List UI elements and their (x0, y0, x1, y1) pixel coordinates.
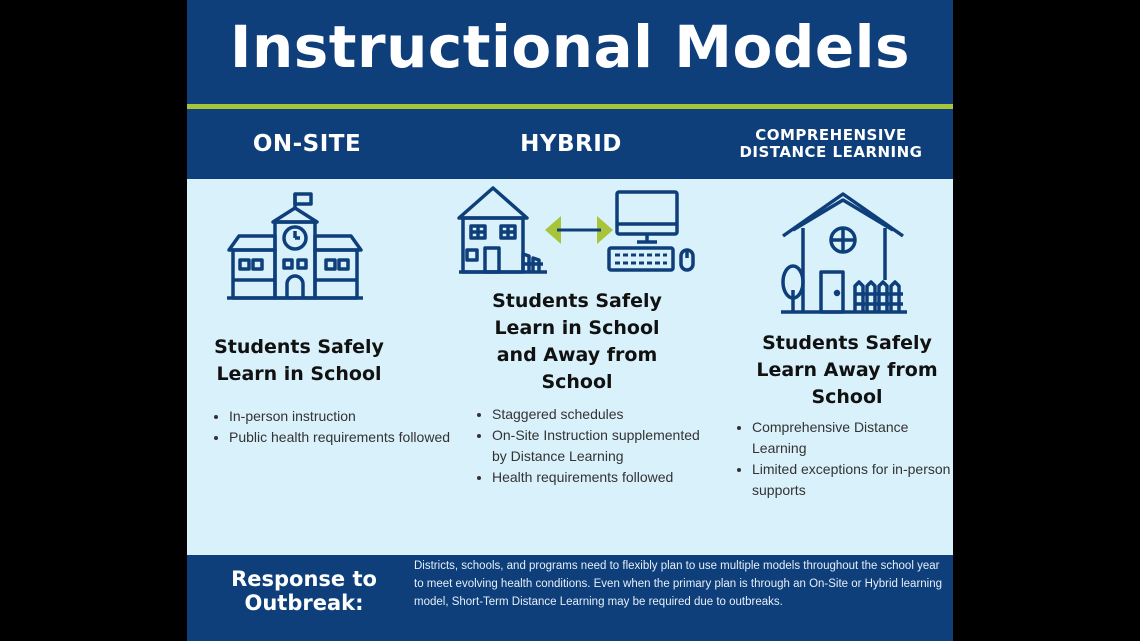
footer-text: Districts, schools, and programs need to flexibly plan to use multiple models throughout the school year to meet evolving health conditions. Even when the primary plan is through an On-Site or Hybrid learning model, Short-Term Distance Learning may be required due to outbreaks. (414, 560, 943, 608)
school-building-icon (225, 190, 365, 302)
list-item: • Staggered schedules (492, 404, 714, 425)
infographic-panel (187, 0, 953, 641)
list-item: • Public health requirements followed (229, 427, 451, 448)
footer-label: Response to Outbreak: (231, 567, 377, 615)
list-item: • Comprehensive Distance Learning (752, 417, 958, 459)
column-heading-hybrid: HYBRID (520, 131, 622, 157)
list-item: • In-person instruction (229, 406, 451, 427)
footer-bar (187, 555, 953, 641)
column-header-bar (187, 109, 953, 179)
bullet-list-hybrid (476, 404, 714, 488)
list-item: • Health requirements followed (492, 467, 714, 488)
subheading-on-site: Students Safely Learn in School (214, 336, 384, 385)
bullet-list-on-site (213, 406, 451, 448)
home-icon (779, 190, 909, 316)
title-bar (187, 0, 953, 104)
subheading-distance: Students Safely Learn Away from School (756, 332, 938, 408)
bullet-list-distance (736, 417, 958, 501)
list-item: • On-Site Instruction supplemented by Distance Learning (492, 425, 714, 467)
subheading-hybrid: Students Safely Learn in School and Away from School (492, 290, 662, 393)
page-title: Instructional Models (229, 13, 911, 81)
column-heading-on-site: ON-SITE (252, 131, 362, 157)
column-heading-distance: COMPREHENSIVE DISTANCE LEARNING (739, 126, 923, 161)
list-item: • Limited exceptions for in-person supports (752, 459, 958, 501)
house-to-computer-icon (457, 184, 703, 278)
